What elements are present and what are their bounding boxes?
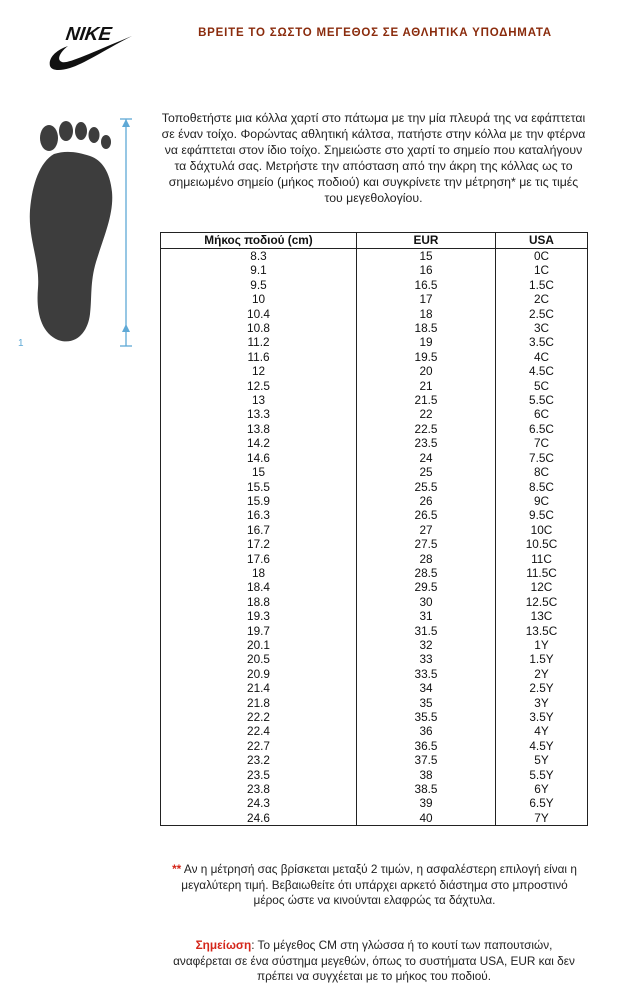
table-row [161,393,588,407]
foot-length-cell: 22.4 [161,724,357,738]
usa-size-cell: 5C [496,379,588,393]
eur-size-cell: 25.5 [357,480,496,494]
usa-size-cell: 4.5C [496,364,588,378]
usa-size-cell: 3.5C [496,335,588,349]
foot-length-cell: 12.5 [161,379,357,393]
eur-size-cell: 32 [357,638,496,652]
table-body [161,249,588,826]
foot-length-cell: 23.8 [161,782,357,796]
eur-size-cell: 16.5 [357,278,496,292]
table-row [161,739,588,753]
note-label: Σημείωση [195,938,252,952]
foot-length-cell: 23.5 [161,768,357,782]
usa-size-cell: 8C [496,465,588,479]
eur-size-cell: 37.5 [357,753,496,767]
table-row [161,681,588,695]
eur-size-cell: 24 [357,451,496,465]
eur-size-cell: 31.5 [357,624,496,638]
eur-size-cell: 20 [357,364,496,378]
usa-size-cell: 6Y [496,782,588,796]
table-row [161,364,588,378]
table-row [161,595,588,609]
table-row [161,609,588,623]
table-row [161,335,588,349]
usa-size-cell: 7C [496,436,588,450]
foot-length-cell: 19.7 [161,624,357,638]
foot-length-cell: 22.7 [161,739,357,753]
table-row [161,552,588,566]
eur-size-cell: 25 [357,465,496,479]
usa-size-cell: 12C [496,580,588,594]
table-row [161,465,588,479]
table-row [161,696,588,710]
eur-size-cell: 36 [357,724,496,738]
table-row [161,638,588,652]
usa-size-cell: 1.5C [496,278,588,292]
eur-size-cell: 16 [357,263,496,277]
eur-size-cell: 34 [357,681,496,695]
foot-length-cell: 15.9 [161,494,357,508]
header-foot-length: Μήκος ποδιού (cm) [161,233,357,249]
table-header-row [161,233,588,249]
eur-size-cell: 18 [357,307,496,321]
eur-size-cell: 22.5 [357,422,496,436]
usa-size-cell: 6.5C [496,422,588,436]
table-row [161,580,588,594]
usa-size-cell: 5.5Y [496,768,588,782]
foot-length-cell: 21.4 [161,681,357,695]
eur-size-cell: 22 [357,407,496,421]
table-row [161,667,588,681]
table-row [161,321,588,335]
foot-length-cell: 10 [161,292,357,306]
table-row [161,508,588,522]
usa-size-cell: 2C [496,292,588,306]
foot-length-cell: 14.2 [161,436,357,450]
foot-length-cell: 24.6 [161,811,357,826]
foot-length-cell: 11.2 [161,335,357,349]
foot-length-cell: 21.8 [161,696,357,710]
table-row [161,537,588,551]
foot-length-cell: 17.2 [161,537,357,551]
eur-size-cell: 15 [357,249,496,264]
measure-label: 1 [18,338,24,349]
eur-size-cell: 38.5 [357,782,496,796]
table-row [161,782,588,796]
eur-size-cell: 26.5 [357,508,496,522]
eur-size-cell: 33 [357,652,496,666]
eur-size-cell: 31 [357,609,496,623]
usa-size-cell: 2.5C [496,307,588,321]
table-row [161,796,588,810]
table-row [161,292,588,306]
eur-size-cell: 26 [357,494,496,508]
table-row [161,350,588,364]
table-row [161,566,588,580]
eur-size-cell: 36.5 [357,739,496,753]
usa-size-cell: 3Y [496,696,588,710]
foot-length-cell: 11.6 [161,350,357,364]
page-title: ΒΡΕΙΤΕ ΤΟ ΣΩΣΤΟ ΜΕΓΕΘΟΣ ΣΕ ΑΘΛΗΤΙΚΑ ΥΠΟΔΗΜΑΤΑ [198,27,552,39]
table-row [161,379,588,393]
eur-size-cell: 28.5 [357,566,496,580]
eur-size-cell: 28 [357,552,496,566]
foot-length-cell: 15 [161,465,357,479]
nike-wordmark: NIKE [64,24,113,45]
usa-size-cell: 0C [496,249,588,264]
note-between-sizes [172,862,577,909]
foot-length-cell: 12 [161,364,357,378]
instructions-text: Τοποθετήστε μια κόλλα χαρτί στο πάτωμα με την μία πλευρά της να εφάπτεται σε έναν τοίχο. Φορώντας αθλητική κάλτσα, πατήστε στην κόλλα με την φτέρνα να εφάπτεται στον ίδιο τοίχο. Σημειώστε στο χαρτί το σημείο που καταλήγουν τα δάχτυλά σας. Μετρήστε την απόσταση από την άκρη της κόλλας ως το σημειωμένο σημείο (μήκος ποδιού) και συγκρίνετε την μέτρηση* με τις τιμές του μεγεθολογίου. [161,111,586,205]
foot-icon [30,121,112,341]
eur-size-cell: 19.5 [357,350,496,364]
eur-size-cell: 23.5 [357,436,496,450]
table-row [161,624,588,638]
eur-size-cell: 33.5 [357,667,496,681]
foot-length-cell: 16.7 [161,523,357,537]
foot-length-cell: 8.3 [161,249,357,264]
table-row [161,724,588,738]
table-row [161,710,588,724]
usa-size-cell: 3C [496,321,588,335]
table-row [161,422,588,436]
eur-size-cell: 21.5 [357,393,496,407]
eur-size-cell: 35 [357,696,496,710]
usa-size-cell: 10C [496,523,588,537]
usa-size-cell: 5Y [496,753,588,767]
usa-size-cell: 6.5Y [496,796,588,810]
eur-size-cell: 21 [357,379,496,393]
foot-length-cell: 23.2 [161,753,357,767]
foot-length-cell: 13.8 [161,422,357,436]
usa-size-cell: 1.5Y [496,652,588,666]
foot-length-cell: 16.3 [161,508,357,522]
table-row [161,436,588,450]
usa-size-cell: 2.5Y [496,681,588,695]
foot-length-cell: 13.3 [161,407,357,421]
size-chart-table [160,232,588,826]
usa-size-cell: 13C [496,609,588,623]
length-arrow [120,119,132,346]
foot-length-cell: 19.3 [161,609,357,623]
foot-length-cell: 18.8 [161,595,357,609]
usa-size-cell: 8.5C [496,480,588,494]
eur-size-cell: 40 [357,811,496,826]
table-row [161,307,588,321]
table-row [161,494,588,508]
usa-size-cell: 12.5C [496,595,588,609]
note-text: Αν η μέτρησή σας βρίσκεται μεταξύ 2 τιμών, η ασφαλέστερη επιλογή είναι η μεγαλύτερη τιμή. Βεβαιωθείτε ότι υπάρχει αρκετό διάστημα στο μπροστινό μέρος ώστε να κινούνται ελαφρώς τα δάχτυλα. [181,862,577,907]
foot-length-cell: 15.5 [161,480,357,494]
foot-length-cell: 20.5 [161,652,357,666]
usa-size-cell: 13.5C [496,624,588,638]
eur-size-cell: 30 [357,595,496,609]
table-row [161,249,588,264]
usa-size-cell: 1C [496,263,588,277]
usa-size-cell: 5.5C [496,393,588,407]
eur-size-cell: 38 [357,768,496,782]
table-row [161,811,588,826]
header-usa: USA [496,233,588,249]
usa-size-cell: 6C [496,407,588,421]
header-eur: EUR [357,233,496,249]
eur-size-cell: 39 [357,796,496,810]
usa-size-cell: 4C [496,350,588,364]
foot-length-cell: 22.2 [161,710,357,724]
foot-length-cell: 17.6 [161,552,357,566]
usa-size-cell: 9C [496,494,588,508]
foot-length-cell: 24.3 [161,796,357,810]
foot-length-cell: 9.1 [161,263,357,277]
note-cm-size [168,938,580,985]
usa-size-cell: 10.5C [496,537,588,551]
usa-size-cell: 3.5Y [496,710,588,724]
eur-size-cell: 18.5 [357,321,496,335]
foot-length-cell: 14.6 [161,451,357,465]
eur-size-cell: 17 [357,292,496,306]
foot-length-cell: 10.8 [161,321,357,335]
usa-size-cell: 7Y [496,811,588,826]
foot-length-cell: 18 [161,566,357,580]
usa-size-cell: 1Y [496,638,588,652]
usa-size-cell: 4.5Y [496,739,588,753]
note-marker: ** [172,862,182,876]
eur-size-cell: 35.5 [357,710,496,724]
usa-size-cell: 4Y [496,724,588,738]
table-row [161,263,588,277]
table-row [161,407,588,421]
foot-length-cell: 20.1 [161,638,357,652]
usa-size-cell: 11C [496,552,588,566]
foot-length-cell: 9.5 [161,278,357,292]
foot-length-cell: 18.4 [161,580,357,594]
foot-length-cell: 10.4 [161,307,357,321]
table-row [161,753,588,767]
table-row [161,768,588,782]
foot-measure-figure [18,110,143,355]
eur-size-cell: 19 [357,335,496,349]
foot-length-cell: 13 [161,393,357,407]
eur-size-cell: 27.5 [357,537,496,551]
usa-size-cell: 2Y [496,667,588,681]
table-row [161,451,588,465]
table-row [161,480,588,494]
table-row [161,278,588,292]
eur-size-cell: 29.5 [357,580,496,594]
eur-size-cell: 27 [357,523,496,537]
note-text: : Το μέγεθος CM στη γλώσσα ή το κουτί των παπουτσιών, αναφέρεται σε ένα σύστημα μεγεθών, όπως το συστήματα USA, EUR και δεν πρέπει να συγχέεται με το μήκος του ποδιού. [173,938,575,983]
usa-size-cell: 11.5C [496,566,588,580]
usa-size-cell: 7.5C [496,451,588,465]
table-row [161,652,588,666]
usa-size-cell: 9.5C [496,508,588,522]
foot-length-cell: 20.9 [161,667,357,681]
table-row [161,523,588,537]
nike-logo [48,20,134,72]
